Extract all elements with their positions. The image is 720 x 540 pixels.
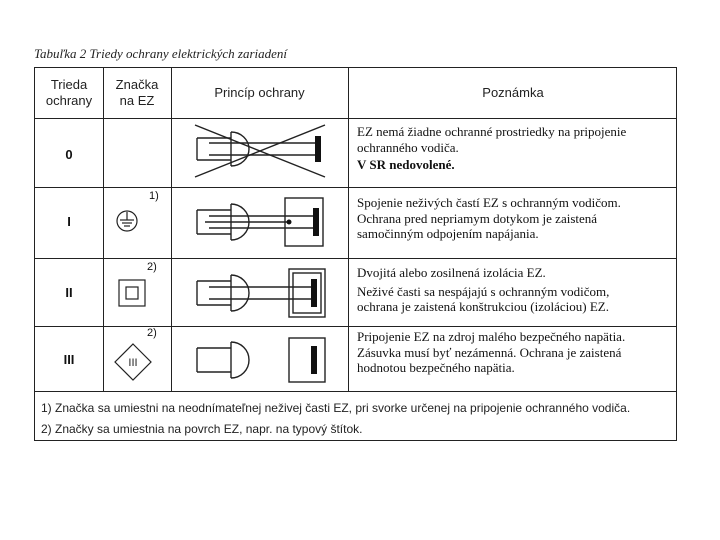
class-I: I [67, 214, 71, 229]
note-class-0: EZ nemá žiadne ochranné prostriedky na pripojenie ochranného vodiča. V SR nedovolené. [357, 124, 627, 172]
footnote-marker: 1) [149, 190, 159, 202]
svg-text:III: III [128, 357, 138, 369]
footnote-2: 2) Značky sa umiestnia na povrch EZ, napr. na typový štítok. [41, 422, 363, 436]
note-class-II: Dvojitá alebo zosilnená izolácia EZ. Neživé časti sa nespájajú s ochranným vodičom, ochrana je zaistená konštrukciou (izoláciou) EZ. [357, 265, 610, 314]
footnote-marker: 2) [147, 327, 157, 339]
row-divider [35, 258, 676, 259]
diamond-III-icon [113, 342, 153, 382]
column-divider [171, 68, 172, 391]
footnote-1: 1) Značka sa umiestni na neodnímateľnej neživej časti EZ, pri svorke určenej na pripojenie ochranného vodiča. [41, 401, 631, 415]
header-mark: Značka na EZ [115, 77, 159, 108]
class-III: III [63, 352, 75, 367]
double-square-icon [117, 276, 153, 310]
footnote-divider [35, 391, 676, 392]
column-divider [103, 68, 104, 391]
class-0: 0 [65, 147, 73, 162]
header-divider [35, 118, 676, 119]
principle-diagram-class-0 [185, 122, 335, 182]
table-caption: Tabuľka 2 Triedy ochrany elektrických zariadení [34, 46, 288, 61]
column-divider [348, 68, 349, 391]
class-II: II [65, 285, 73, 300]
earth-symbol-icon [115, 200, 145, 240]
principle-diagram-class-II [185, 263, 335, 323]
principle-diagram-class-III [185, 330, 335, 388]
footnote-marker: 2) [147, 261, 157, 273]
note-class-I: Spojenie neživých častí EZ s ochranným vodičom. Ochrana pred nepriamym dotykom je zaistená samočinným odpojením napájania. [357, 195, 621, 241]
header-note: Poznámka [482, 85, 544, 100]
protection-classes-table [34, 67, 677, 441]
header-class: Trieda ochrany [45, 77, 93, 108]
header-principle: Princíp ochrany [214, 85, 305, 100]
note-class-III: Pripojenie EZ na zdroj malého bezpečného napätia. Zásuvka musí byť nezámenná. Ochrana je zaistená hodnotou bezpečného napätia. [357, 329, 626, 375]
row-divider [35, 326, 676, 327]
principle-diagram-class-I [185, 192, 335, 254]
row-divider [35, 187, 676, 188]
